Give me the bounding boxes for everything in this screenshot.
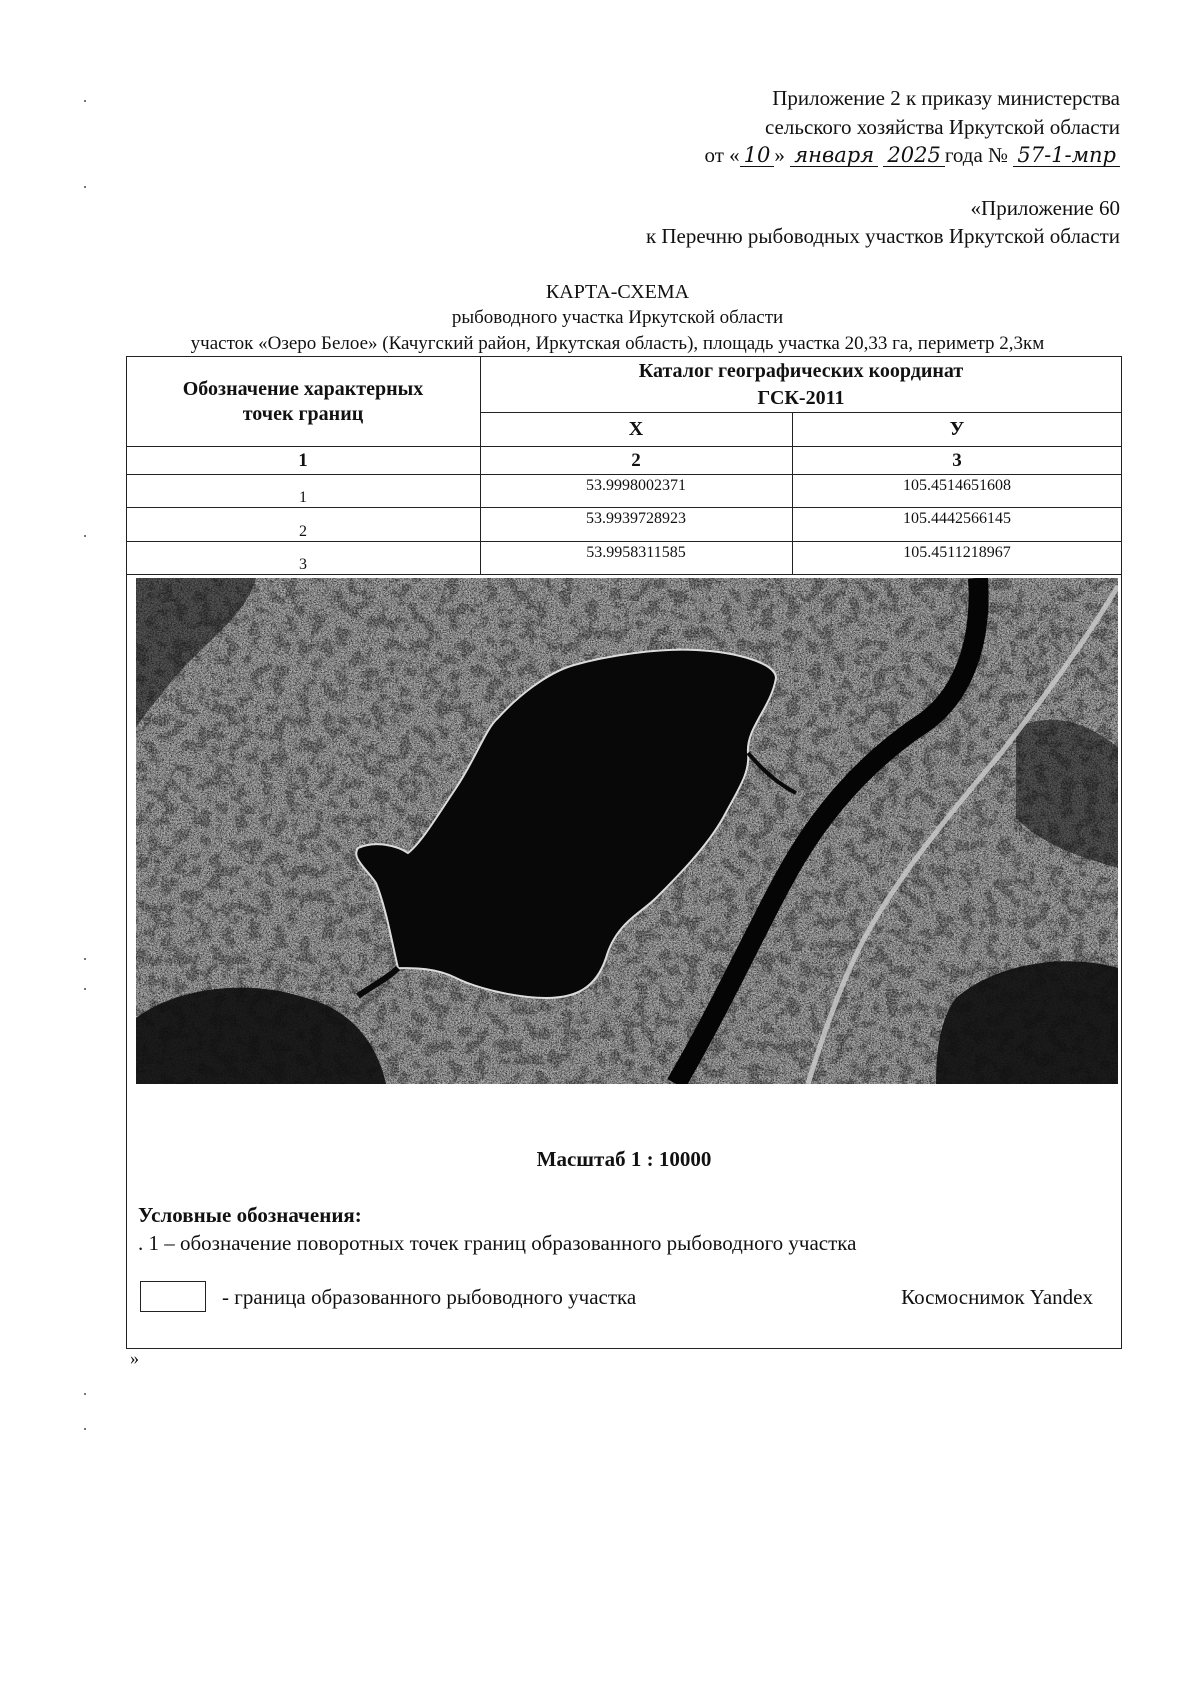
page-title: КАРТА-СХЕМА <box>545 281 690 303</box>
index-cell-3: 3 <box>952 449 962 471</box>
appendix-date-line <box>704 144 1120 167</box>
page-subtitle: рыбоводного участка Иркутской области <box>451 307 784 328</box>
date-month: января <box>790 144 878 167</box>
catalog-header-line-2: ГСК-2011 <box>757 387 845 409</box>
table-row-y: 105.4511218967 <box>903 544 1011 561</box>
date-suffix: года № <box>944 143 1009 167</box>
table-row-x: 53.9958311585 <box>586 544 686 561</box>
image-source: Космоснимок Yandex <box>901 1285 1093 1309</box>
table-row-x: 53.9998002371 <box>586 477 686 494</box>
legend-item-points: . 1 – обозначение поворотных точек границ образованного рыбоводного участка <box>138 1231 857 1255</box>
x-column-header: Х <box>628 418 644 440</box>
index-cell-2: 2 <box>631 449 641 471</box>
date-day: 10 <box>740 144 775 167</box>
points-column-header: Обозначение характерных точек границ <box>182 377 424 425</box>
appendix-line-1: Приложение 2 к приказу министерства <box>772 86 1120 110</box>
table-row-y: 105.4442566145 <box>903 510 1011 527</box>
order-number: 57-1-мпр <box>1013 144 1120 167</box>
appendix-line-2: сельского хозяйства Иркутской области <box>764 115 1120 139</box>
date-mid: » <box>774 143 785 167</box>
table-row-x: 53.9939728923 <box>586 510 686 527</box>
catalog-header-line-1: Каталог географических координат <box>638 360 964 382</box>
date-year: 2025 <box>883 144 944 167</box>
table-row-point: 1 <box>299 489 307 506</box>
index-cell-1: 1 <box>298 449 308 471</box>
boundary-legend-swatch <box>140 1281 206 1312</box>
table-row-point: 2 <box>299 523 307 540</box>
satellite-map <box>136 578 1118 1084</box>
legend-item-boundary: - граница образованного рыбоводного участка <box>222 1285 637 1309</box>
page-title-details: участок «Озеро Белое» (Качугский район, Иркутская область), площадь участка 20,33 га, периметр 2,3км <box>190 333 1045 354</box>
legend-title: Условные обозначения: <box>138 1203 362 1227</box>
y-column-header: У <box>949 418 965 440</box>
table-row-y: 105.4514651608 <box>903 477 1011 494</box>
table-row-point: 3 <box>299 556 307 573</box>
map-scale: Масштаб 1 : 10000 <box>536 1147 712 1171</box>
closing-quote: » <box>130 1348 139 1368</box>
date-prefix: от « <box>704 143 740 167</box>
quote-appendix-line-1: «Приложение 60 <box>970 196 1120 220</box>
quote-appendix-line-2: к Перечню рыбоводных участков Иркутской области <box>645 224 1120 248</box>
